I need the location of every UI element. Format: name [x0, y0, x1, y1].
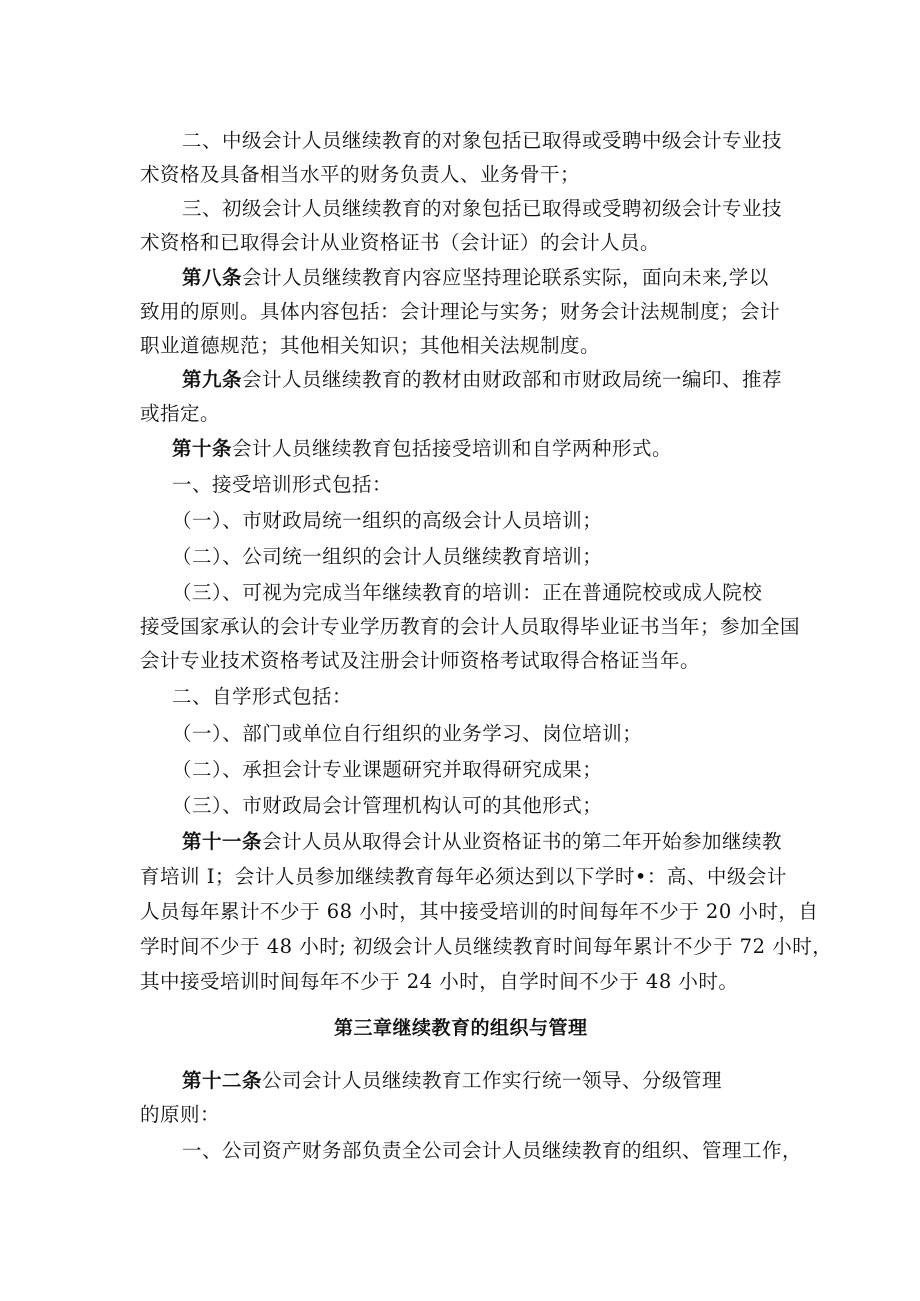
- article-9-text: 会计人员继续教育的教材由财政部和市财政局统一编印、推荐: [242, 368, 783, 391]
- article-9-label: 第九条: [182, 368, 243, 391]
- paragraph-line: （二）、承担会计专业课题研究并取得研究成果；: [172, 758, 603, 781]
- paragraph-line: 其中接受培训时间每年不少于 24 小时，自学时间不少于 48 小时。: [140, 970, 739, 993]
- paragraph-line: 人员每年累计不少于 68 小时，其中接受培训的时间每年不少于 20 小时，自: [140, 900, 819, 923]
- paragraph-line: 学时间不少于 48 小时; 初级会计人员继续教育时间每年累计不少于 72 小时，: [140, 935, 833, 958]
- article-10-text: 会计人员继续教育包括接受培训和自学两种形式。: [232, 437, 673, 460]
- article-10-line: [172, 436, 672, 462]
- paragraph-line: 或指定。: [140, 402, 221, 425]
- article-10-label: 第十条: [172, 437, 233, 460]
- paragraph-line: （一）、市财政局统一组织的高级会计人员培训；: [172, 509, 603, 532]
- paragraph-line: 三、初级会计人员继续教育的对象包括已取得或受聘初级会计专业技: [182, 197, 783, 220]
- paragraph-line: 二、自学形式包括：: [172, 685, 353, 708]
- paragraph-line: 会计专业技术资格考试及注册会计师资格考试取得合格证当年。: [140, 649, 701, 672]
- paragraph-line: 二、中级会计人员继续教育的对象包括已取得或受聘中级会计专业技: [182, 129, 783, 152]
- paragraph-line: （一）、部门或单位自行组织的业务学习、岗位培训；: [172, 722, 643, 745]
- article-8-text: 会计人员继续教育内容应坚持理论联系实际，面向未来,学以: [242, 266, 769, 289]
- article-11-label: 第十一条: [182, 830, 263, 853]
- chapter-heading: 第三章继续教育的组织与管理: [334, 1017, 588, 1039]
- paragraph-line: 一、接受培训形式包括：: [172, 473, 393, 496]
- paragraph-line: 接受国家承认的会计专业学历教育的会计人员取得毕业证书当年；参加全国: [140, 615, 801, 638]
- article-8-line: [182, 265, 769, 291]
- article-12-label: 第十二条: [182, 1069, 263, 1092]
- paragraph-line: （二）、公司统一组织的会计人员继续教育培训；: [172, 545, 603, 568]
- paragraph-line: 术资格和已取得会计从业资格证书（会计证）的会计人员。: [140, 231, 661, 254]
- article-8-label: 第八条: [182, 266, 243, 289]
- paragraph-line: 术资格及具备相当水平的财务负责人、业务骨干；: [140, 163, 581, 186]
- paragraph-line: 育培训 I；会计人员参加继续教育每年必须达到以下学时•：高、中级会计: [140, 865, 787, 888]
- article-9-line: [182, 367, 782, 393]
- article-11-line: [182, 829, 782, 855]
- paragraph-line: （三）、可视为完成当年继续教育的培训：正在普通院校或成人院校: [172, 581, 763, 604]
- article-12-line: [182, 1068, 722, 1094]
- paragraph-line: 一、公司资产财务部负责全公司会计人员继续教育的组织、管理工作，: [182, 1139, 803, 1162]
- article-12-text: 公司会计人员继续教育工作实行统一领导、分级管理: [262, 1069, 723, 1092]
- paragraph-line: 的原则：: [140, 1103, 221, 1126]
- article-11-text: 会计人员从取得会计从业资格证书的第二年开始参加继续教: [262, 830, 783, 853]
- paragraph-line: 职业道德规范；其他相关知识；其他相关法规制度。: [140, 334, 601, 357]
- paragraph-line: （三）、市财政局会计管理机构认可的其他形式；: [172, 794, 603, 817]
- paragraph-line: 致用的原则。具体内容包括：会计理论与实务；财务会计法规制度；会计: [140, 300, 781, 323]
